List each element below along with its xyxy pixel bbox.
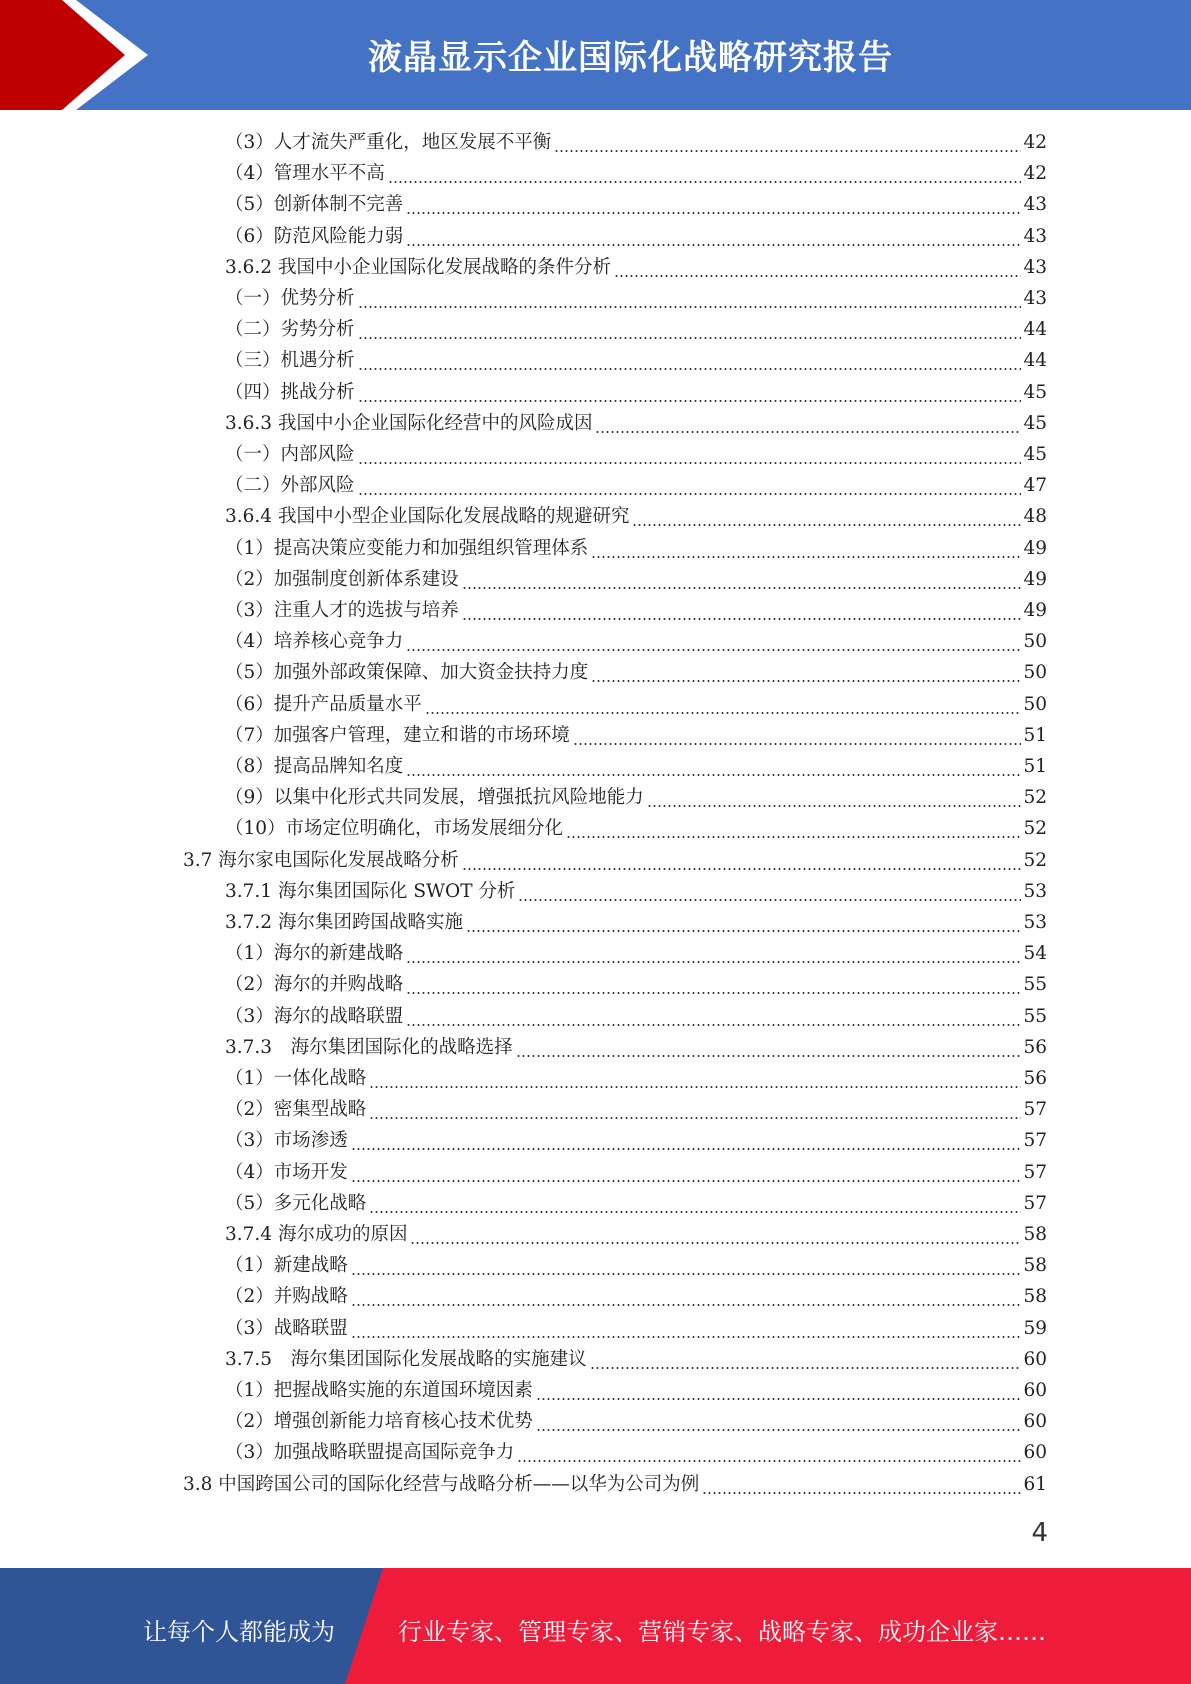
toc-dot-leader [406, 1001, 1021, 1032]
toc-entry-label: （4）市场开发 [225, 1161, 348, 1183]
toc-dot-leader [595, 408, 1021, 439]
toc-entry-label: 3.6.4 我国中小型企业国际化发展战略的规避研究 [225, 506, 630, 528]
toc-dot-leader [516, 1032, 1022, 1063]
toc-entry-label: 3.7.5 海尔集团国际化发展战略的实施建议 [225, 1348, 587, 1370]
toc-entry-page: 45 [1023, 444, 1047, 465]
toc-entry-page: 52 [1023, 818, 1047, 840]
toc-dot-leader [388, 158, 1022, 189]
toc-entry-page: 57 [1023, 1130, 1047, 1152]
toc-entry-label: 3.7.4 海尔成功的原因 [225, 1224, 408, 1245]
toc-dot-leader [614, 252, 1021, 283]
toc-dot-leader [351, 1281, 1022, 1312]
toc-entry-label: （2）增强创新能力培育核心技术优势 [225, 1411, 533, 1433]
toc-entry-page: 42 [1023, 163, 1047, 185]
toc-entry-label: （2）海尔的并购战略 [225, 974, 404, 996]
toc-entry[interactable] [225, 439, 1047, 470]
toc-entry[interactable] [225, 1001, 1047, 1032]
page-header [0, 0, 1191, 110]
toc-entry-page: 58 [1023, 1255, 1047, 1277]
toc-entry-page: 57 [1023, 1161, 1047, 1183]
toc-entry[interactable] [225, 1094, 1047, 1125]
toc-entry[interactable] [225, 689, 1047, 720]
toc-entry-page: 43 [1023, 288, 1047, 309]
toc-entry-page: 45 [1023, 381, 1047, 403]
toc-entry[interactable] [225, 345, 1047, 376]
toc-entry-label: 3.7.1 海尔集团国际化 SWOT 分析 [225, 880, 516, 902]
toc-entry[interactable] [225, 127, 1047, 158]
toc-entry-page: 51 [1023, 724, 1047, 746]
toc-entry[interactable] [225, 377, 1047, 408]
toc-entry-page: 49 [1023, 537, 1047, 559]
toc-entry[interactable] [225, 1063, 1047, 1094]
toc-entry-page: 43 [1023, 225, 1047, 247]
toc-entry-page: 59 [1023, 1317, 1047, 1339]
toc-dot-leader [358, 345, 1022, 376]
toc-dot-leader [536, 1406, 1022, 1437]
toc-dot-leader [462, 564, 1022, 595]
toc-entry[interactable] [225, 221, 1047, 252]
toc-entry[interactable] [183, 845, 1047, 876]
toc-dot-leader [517, 1437, 1021, 1468]
toc-entry-page: 55 [1023, 1005, 1047, 1027]
toc-entry[interactable] [225, 626, 1047, 657]
toc-entry-label: （1）一体化战略 [225, 1068, 367, 1089]
toc-entry-label: （4）培养核心竞争力 [225, 631, 404, 653]
toc-entry-label: （6）提升产品质量水平 [225, 693, 422, 715]
toc-entry-page: 54 [1023, 943, 1047, 965]
toc-entry-label: （3）人才流失严重化，地区发展不平衡 [225, 132, 552, 153]
toc-entry[interactable] [225, 907, 1047, 938]
toc-dot-leader [466, 907, 1021, 938]
toc-entry-label: （2）并购战略 [225, 1286, 348, 1308]
toc-dot-leader [406, 189, 1021, 220]
toc-entry-label: 3.8 中国跨国公司的国际化经营与战略分析——以华为公司为例 [183, 1473, 700, 1495]
toc-entry-page: 55 [1023, 974, 1047, 996]
toc-entry-label: （5）多元化战略 [225, 1192, 367, 1214]
toc-entry-page: 44 [1023, 350, 1047, 372]
toc-entry[interactable] [225, 314, 1047, 345]
toc-dot-leader [369, 1094, 1021, 1125]
toc-entry-label: （3）战略联盟 [225, 1317, 348, 1339]
toc-entry[interactable] [225, 1375, 1047, 1406]
toc-dot-leader [536, 1375, 1022, 1406]
toc-entry-page: 60 [1023, 1348, 1047, 1370]
toc-entry-page: 43 [1023, 194, 1047, 216]
toc-dot-leader [358, 283, 1022, 314]
toc-entry-page: 60 [1023, 1380, 1047, 1401]
toc-entry[interactable] [225, 876, 1047, 907]
toc-entry[interactable] [225, 470, 1047, 501]
toc-entry[interactable] [225, 252, 1047, 283]
toc-entry[interactable] [225, 782, 1047, 813]
toc-dot-leader [351, 1313, 1022, 1344]
toc-entry-page: 50 [1023, 662, 1047, 684]
toc-entry[interactable] [225, 564, 1047, 595]
toc-entry[interactable] [225, 1250, 1047, 1281]
toc-entry-page: 42 [1023, 132, 1047, 153]
toc-dot-leader [554, 127, 1021, 158]
toc-entry-label: （6）防范风险能力弱 [225, 225, 404, 247]
toc-entry-label: （一）优势分析 [225, 288, 355, 309]
toc-dot-leader [647, 782, 1022, 813]
toc-entry-label: （5）加强外部政策保障、加大资金扶持力度 [225, 662, 589, 684]
toc-dot-leader [406, 221, 1021, 252]
toc-entry-label: （1）海尔的新建战略 [225, 943, 404, 965]
toc-dot-leader [702, 1469, 1021, 1500]
toc-dot-leader [351, 1157, 1022, 1188]
toc-entry-page: 51 [1023, 756, 1047, 777]
toc-dot-leader [358, 470, 1022, 501]
footer-slogan-left: 让每个人都能成为 [143, 1618, 335, 1646]
toc-entry[interactable] [225, 158, 1047, 189]
toc-entry-label: （10）市场定位明确化，市场发展细分化 [225, 818, 564, 840]
toc-entry-label: （二）外部风险 [225, 475, 355, 497]
toc-entry[interactable] [225, 1437, 1047, 1468]
toc-entry-page: 56 [1023, 1036, 1047, 1058]
toc-entry-page: 50 [1023, 631, 1047, 653]
toc-entry-page: 49 [1023, 568, 1047, 590]
toc-entry-label: （5）创新体制不完善 [225, 194, 404, 216]
toc-entry-page: 52 [1023, 787, 1047, 809]
toc-entry-label: （9）以集中化形式共同发展，增强抵抗风险地能力 [225, 787, 644, 809]
document-title: 液晶显示企业国际化战略研究报告 [368, 38, 893, 78]
toc-dot-leader [406, 751, 1021, 782]
toc-entry-label: （7）加强客户管理，建立和谐的市场环境 [225, 724, 570, 746]
toc-entry[interactable] [225, 751, 1047, 782]
toc-entry[interactable] [225, 1344, 1047, 1375]
toc-dot-leader [358, 377, 1022, 408]
toc-entry[interactable] [225, 501, 1047, 532]
toc-entry[interactable] [225, 720, 1047, 751]
toc-entry-page: 47 [1023, 475, 1047, 497]
toc-dot-leader [590, 1344, 1022, 1375]
page-number: 4 [1031, 1518, 1048, 1548]
toc-entry-page: 60 [1023, 1442, 1047, 1464]
toc-entry-label: （8）提高品牌知名度 [225, 756, 404, 777]
toc-dot-leader [591, 657, 1021, 688]
toc-entry-page: 44 [1023, 319, 1047, 341]
toc-entry-label: （3）注重人才的选拔与培养 [225, 600, 459, 621]
toc-entry[interactable] [225, 1032, 1047, 1063]
toc-dot-leader [425, 689, 1022, 720]
toc-entry[interactable] [225, 813, 1047, 844]
toc-entry-page: 53 [1023, 880, 1047, 902]
toc-entry-label: 3.6.2 我国中小企业国际化发展战略的条件分析 [225, 256, 611, 278]
toc-dot-leader [462, 845, 1022, 876]
toc-entry[interactable] [225, 595, 1047, 626]
toc-entry-label: （3）海尔的战略联盟 [225, 1005, 404, 1027]
toc-entry-label: （三）机遇分析 [225, 350, 355, 372]
toc-dot-leader [351, 1250, 1022, 1281]
toc-entry-label: （2）密集型战略 [225, 1099, 367, 1121]
toc-entry[interactable] [225, 189, 1047, 220]
toc-entry[interactable] [225, 1406, 1047, 1437]
toc-entry-label: （一）内部风险 [225, 444, 355, 465]
toc-entry-label: （四）挑战分析 [225, 381, 355, 403]
toc-entry[interactable] [225, 1188, 1047, 1219]
toc-entry-page: 56 [1023, 1068, 1047, 1089]
toc-dot-leader [358, 439, 1022, 470]
toc-dot-leader [462, 595, 1022, 626]
toc-entry-label: 3.7 海尔家电国际化发展战略分析 [183, 849, 459, 871]
toc-dot-leader [518, 876, 1021, 907]
toc-entry-page: 61 [1023, 1473, 1047, 1495]
toc-entry-label: （1）把握战略实施的东道国环境因素 [225, 1380, 533, 1401]
footer-slogan-right: 行业专家、管理专家、营销专家、战略专家、成功企业家…… [398, 1618, 1046, 1646]
toc-dot-leader [369, 1063, 1021, 1094]
toc-entry-label: 3.7.3 海尔集团国际化的战略选择 [225, 1036, 513, 1058]
toc-entry-label: （二）劣势分析 [225, 319, 355, 341]
toc-entry-page: 43 [1023, 256, 1047, 278]
toc-entry-page: 53 [1023, 912, 1047, 933]
toc-dot-leader [406, 938, 1021, 969]
toc-entry[interactable] [225, 283, 1047, 314]
toc-entry-label: （2）加强制度创新体系建设 [225, 568, 459, 590]
toc-entry[interactable] [225, 533, 1047, 564]
toc-entry[interactable] [225, 1219, 1047, 1250]
toc-dot-leader [369, 1188, 1021, 1219]
toc-entry-label: 3.7.2 海尔集团跨国战略实施 [225, 912, 463, 933]
toc-entry[interactable] [225, 1157, 1047, 1188]
toc-dot-leader [358, 314, 1022, 345]
toc-dot-leader [406, 969, 1021, 1000]
toc-entry-page: 60 [1023, 1411, 1047, 1433]
toc-entry-page: 58 [1023, 1224, 1047, 1245]
toc-entry-page: 50 [1023, 693, 1047, 715]
toc-dot-leader [410, 1219, 1021, 1250]
toc-entry-page: 57 [1023, 1192, 1047, 1214]
toc-entry[interactable] [225, 1313, 1047, 1344]
toc-dot-leader [632, 501, 1021, 532]
toc-entry-page: 58 [1023, 1286, 1047, 1308]
toc-entry[interactable] [225, 938, 1047, 969]
toc-entry-page: 48 [1023, 506, 1047, 528]
page-footer [0, 1568, 1191, 1684]
toc-entry[interactable] [225, 408, 1047, 439]
toc-entry-label: （1）提高决策应变能力和加强组织管理体系 [225, 537, 589, 559]
toc-entry-label: （3）加强战略联盟提高国际竞争力 [225, 1442, 515, 1464]
toc-entry[interactable] [225, 1281, 1047, 1312]
toc-entry[interactable] [225, 1125, 1047, 1156]
toc-dot-leader [573, 720, 1022, 751]
toc-entry[interactable] [225, 657, 1047, 688]
toc-entry-page: 45 [1023, 412, 1047, 434]
toc-entry-page: 52 [1023, 849, 1047, 871]
toc-dot-leader [406, 626, 1021, 657]
toc-entry-label: （4）管理水平不高 [225, 163, 385, 185]
toc-entry-label: 3.6.3 我国中小企业国际化经营中的风险成因 [225, 412, 593, 434]
toc-entry-label: （3）市场渗透 [225, 1130, 348, 1152]
toc-entry-page: 49 [1023, 600, 1047, 621]
toc-entry-label: （1）新建战略 [225, 1255, 348, 1277]
toc-entry[interactable] [225, 969, 1047, 1000]
toc-entry[interactable] [183, 1469, 1047, 1500]
toc-entry-page: 57 [1023, 1099, 1047, 1121]
toc-dot-leader [591, 533, 1021, 564]
toc-dot-leader [566, 813, 1021, 844]
toc-dot-leader [351, 1125, 1022, 1156]
